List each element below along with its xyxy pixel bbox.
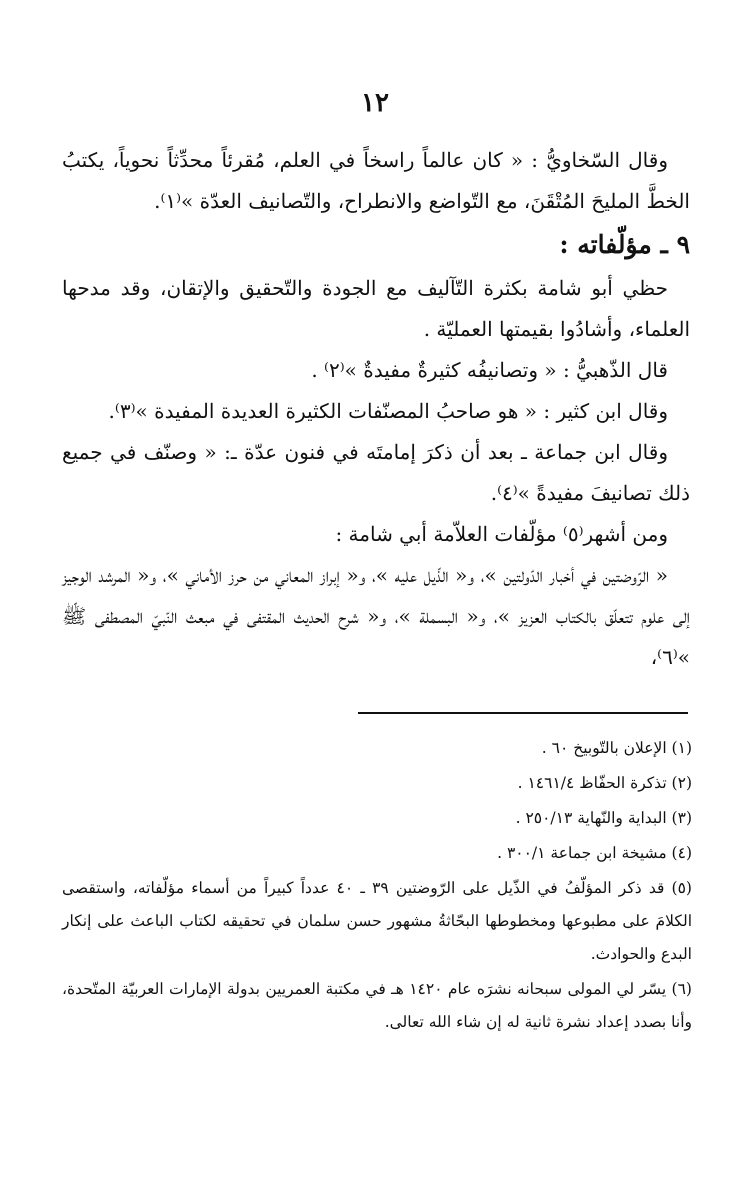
footnote: (٣) البداية والنّهاية ٢٥٠/١٣ . [515, 809, 692, 827]
footnote: (٥) قد ذكر المؤلّفُ في الذّيل على الرّوضتين ٣٩ ـ ٤٠ عدداً كبيراً من أسماء مؤلّفاته، واستقصى الكلامَ على مطبوعها ومخطوطها البحّاثةُ مشهور حسن سلمان في تحقيقه لكتاب الباعث على إنكار البدع والحوادث. [62, 879, 692, 963]
footnote: (٤) مشيخة ابن جماعة ٣٠٠/١ . [497, 844, 692, 862]
paragraph-sakhawi-quote: وقال السّخاويُّ : « كان عالماً راسخاً في العلم، مُقرئاً محدِّثاً نحوياً، يكتبُ الخطَّ المليحَ المُتْقَنَ، مع التّواضع والانطراح، والتّصانيف العدّة »⁽١⁾. [62, 148, 690, 213]
footnote: (٢) تذكرة الحفّاظ ١٤٦١/٤ . [517, 774, 692, 792]
footnotes [62, 732, 692, 1041]
main-text [62, 140, 690, 678]
footnote-divider [358, 712, 688, 714]
paragraph-dhahabi-quote: قال الذّهبيُّ : « وتصانيفُه كثيرةٌ مفيدةٌ »⁽٢⁾ . [311, 358, 668, 382]
paragraph-intro: حظي أبو شامة بكثرة التّآليف مع الجودة والتّحقيق والإتقان، وقد مدحها العلماء، وأشادُوا بقيمتها العمليّة . [62, 276, 690, 341]
paragraph-ibn-kathir-quote: وقال ابن كثير : « هو صاحبُ المصنّفات الكثيرة العديدة المفيدة »⁽٣⁾. [108, 399, 668, 423]
paragraph-ibn-jamaa-quote: وقال ابن جماعة ـ بعد أن ذكرَ إمامتَه في فنون عدّة ـ: « وصنّف في جميع ذلك تصانيفَ مفيدةً »⁽٤⁾. [62, 440, 690, 505]
footnote: (١) الإعلان بالتّوبيخ ٦٠ . [541, 739, 692, 757]
paragraph-works-list: « الرّوضتين في أخبار الدّولتين »، و« الذّيل عليه »، و« إبراز المعاني من حرز الأماني »، و« المرشد الوجيز إلى علوم تتعلّق بالكتاب العزيز »، و« البسملة »، و« شرح الحديث المقتفى في مبعث النّبيّ المصطفى ﷺ »⁽٦⁾، [62, 563, 690, 669]
paragraph-works-intro: ومن أشهر⁽٥⁾ مؤلّفات العلاّمة أبي شامة : [335, 522, 668, 546]
page-number: ١٢ [361, 88, 389, 118]
footnote: (٦) يسّر لي المولى سبحانه نشرَه عام ١٤٢٠ هـ في مكتبة العمريين بدولة الإمارات العربيّة المتّحدة، وأنا بصدد إعداد نشرة ثانية له إن شاء الله تعالى. [62, 980, 692, 1031]
section-heading: ٩ ـ مؤلّفاته : [559, 230, 690, 259]
